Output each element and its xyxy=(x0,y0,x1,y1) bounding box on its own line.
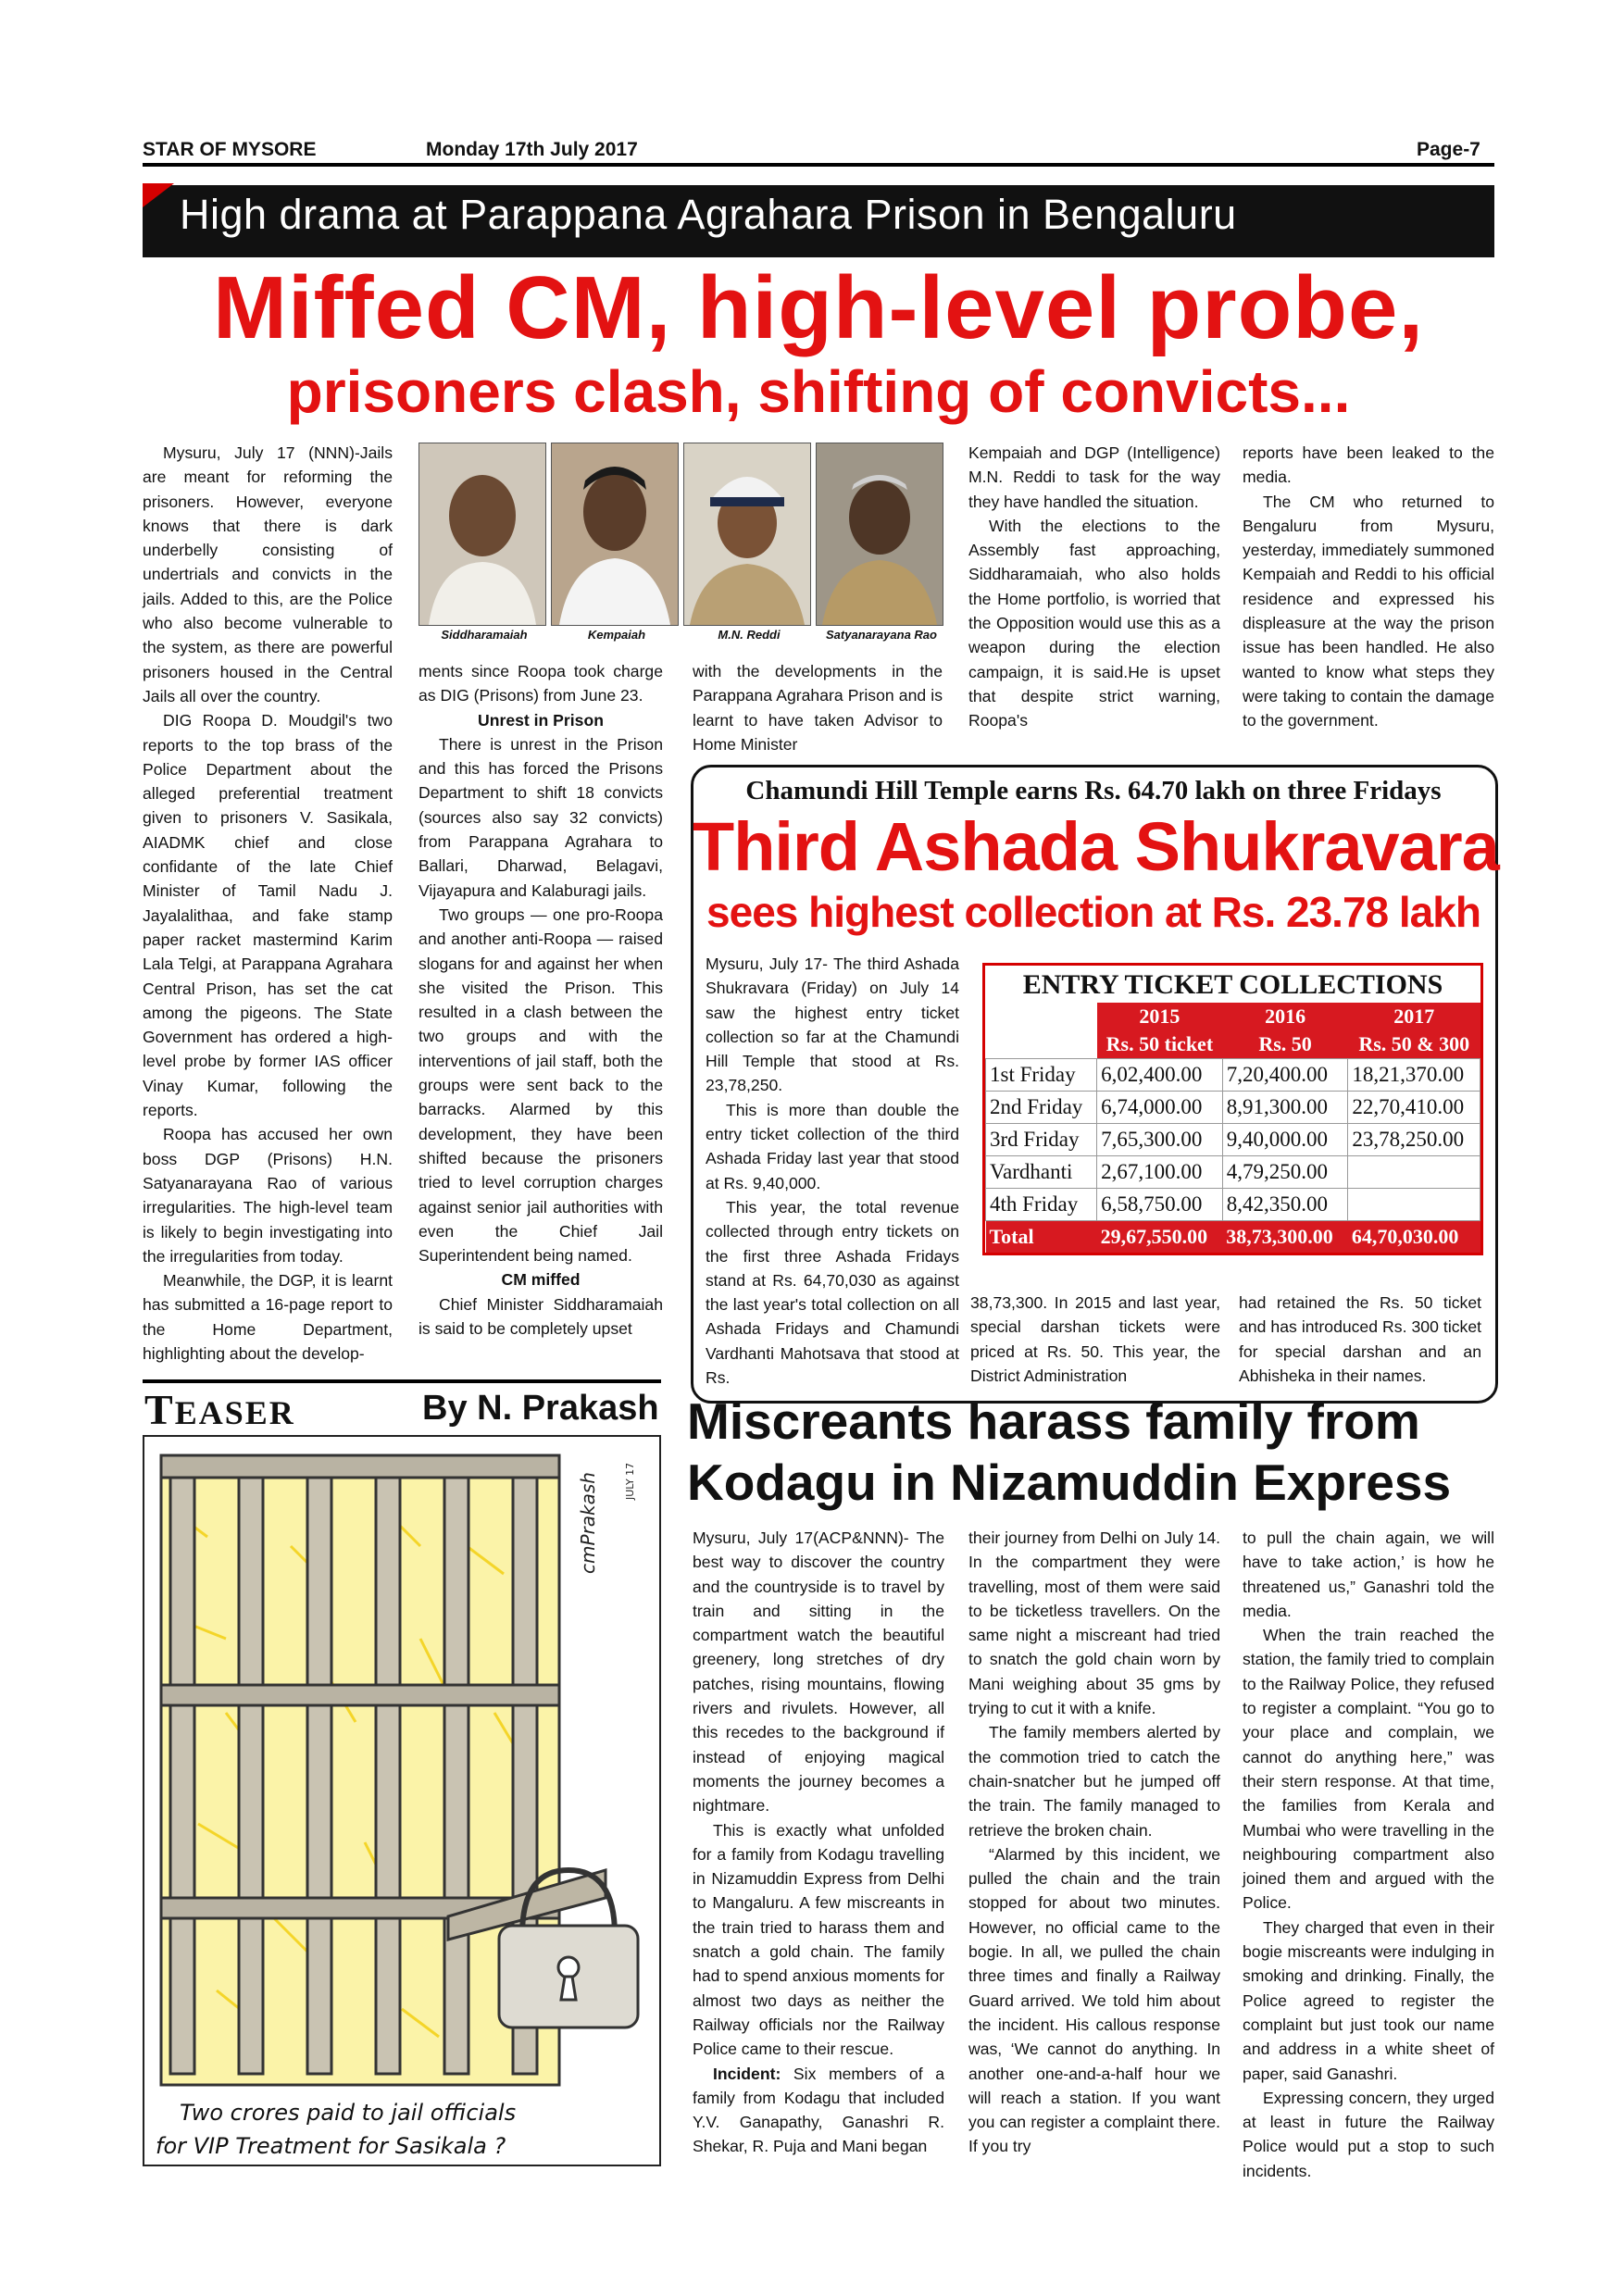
collections-table xyxy=(985,1003,1480,1253)
paragraph: 38,73,300. In 2015 and last year, special darshan tickets were priced at Rs. 50. This year, the District Administration xyxy=(970,1293,1220,1385)
lead-headline-1: Miffed CM, high-level probe, xyxy=(212,258,1424,357)
table-cell: 6,58,750.00 xyxy=(1097,1189,1223,1221)
photo-strip xyxy=(418,443,944,643)
paragraph: With the elections to the Assembly fast approaching, Siddharamaiah, who also holds the Home portfolio, is worried that the Opposition would use this as a weapon during the election campaign, it is said.He is upset that despite strict warning, Roopa's xyxy=(968,516,1220,730)
temple-column-1 xyxy=(706,952,959,1390)
table-header: Rs. 50 ticket xyxy=(1097,1030,1223,1059)
table-cell: 18,21,370.00 xyxy=(1348,1059,1480,1092)
row-label: Vardhanti xyxy=(986,1156,1097,1189)
teaser-title-initial: T xyxy=(144,1386,175,1433)
entry-ticket-table xyxy=(982,963,1483,1255)
kicker-corner xyxy=(143,183,174,207)
paragraph: Meanwhile, the DGP, it is learnt has submitted a 16-page report to the Home Department, highlighting about the develop- xyxy=(143,1271,393,1363)
total-cell: 38,73,300.00 xyxy=(1222,1221,1348,1254)
portrait-figure-icon xyxy=(817,443,943,625)
paragraph: with the developments in the Parappana Agrahara Prison and is learnt to have taken Advisor to Home Minister xyxy=(693,662,943,754)
table-corner xyxy=(986,1030,1097,1059)
table-cell: 6,74,000.00 xyxy=(1097,1092,1223,1124)
photo-mn-reddi xyxy=(683,443,811,626)
table-cell: 23,78,250.00 xyxy=(1348,1124,1480,1156)
paragraph: The family members alerted by the commotion tried to catch the chain-snatcher but he jumped off the train. The family managed to retrieve the broken chain. xyxy=(968,1723,1220,1840)
table-row xyxy=(986,1124,1480,1156)
paragraph: DIG Roopa D. Moudgil's two reports to the top brass of the Police Department about the alleged preferential treatment given to prisoners V. Sasikala, AIADMK chief and close confidante of the late Chief Minister of Tamil Nadu J. Jayalalithaa, and fake stamp paper racket mastermind Karim Lala Telgi, at Parappana Agrahara Central Prison, has set the cat among the pigeons. The State Government has ordered a high-level probe by former IAS officer Vinay Kumar, following the reports. xyxy=(143,711,393,1120)
paragraph: Expressing concern, they urged at least in future the Railway Police would put a stop to such incidents. xyxy=(1243,2088,1494,2180)
paragraph: This is more than double the entry ticket collection of the third Ashada Friday last year that stood at Rs. 9,40,000. xyxy=(706,1100,959,1192)
paragraph: reports have been leaked to the media. xyxy=(1243,443,1494,487)
total-label: Total xyxy=(986,1221,1097,1254)
paragraph: Mysuru, July 17- The third Ashada Shukravara (Friday) on July 14 saw the highest entry ticket collection so far at the Chamundi Hill Temple that stood at Rs. 23,78,250. xyxy=(706,955,959,1095)
total-cell: 64,70,030.00 xyxy=(1348,1221,1480,1254)
paragraph: Roopa has accused her own boss DGP (Prisons) H.N. Satyanarayana Rao of various irregularities. The high-level team is likely to begin investigating into the irregularities from today. xyxy=(143,1125,393,1266)
table-cell: 4,79,250.00 xyxy=(1222,1156,1348,1189)
paragraph xyxy=(693,2062,944,2159)
table-row-prices xyxy=(986,1030,1480,1059)
subheading: CM miffed xyxy=(501,1270,581,1290)
teaser-byline: By N. Prakash xyxy=(422,1389,659,1428)
row-label: 1st Friday xyxy=(986,1059,1097,1092)
paragraph: They charged that even in their bogie miscreants were indulging in smoking and drinking. Finally, the Police agreed to register the complaint but just took our name and address in a white sheet of paper, said Ganashri. xyxy=(1243,1917,1494,2083)
teaser-title xyxy=(144,1385,295,1434)
caption: Satyanarayana Rao xyxy=(826,628,937,642)
table-cell: 6,02,400.00 xyxy=(1097,1059,1223,1092)
paragraph: Mysuru, July 17 (NNN)-Jails are meant for reforming the prisoners. However, everyone knows that there is dark underbelly consisting of undertrials and convicts in the jails. Added to this, are the Police who also become vulnerable to the system, as there are powerful prisoners housed in the Central Jails all over the country. xyxy=(143,443,393,705)
table-cell xyxy=(1348,1156,1480,1189)
table-cell: 7,20,400.00 xyxy=(1222,1059,1348,1092)
paragraph: to pull the chain again, we will have to take action,’ is how he threatened us,” Ganashri told the media. xyxy=(1243,1529,1494,1620)
paragraph: Chief Minister Siddharamaiah is said to be completely upset xyxy=(418,1294,663,1339)
table-corner xyxy=(986,1003,1097,1030)
lead-column-1 xyxy=(143,441,393,1366)
temple-headline-2: sees highest collection at Rs. 23.78 lakh xyxy=(706,888,1480,936)
paragraph: This year, the total revenue collected through entry tickets on the first three Ashada Fridays stand at Rs. 64,70,030 as against the last year's total collection on all Ashada Fridays and Chamundi Vardhanti Mahotsava that stood at Rs. xyxy=(706,1197,959,1388)
photo-satyanarayana-rao xyxy=(816,443,943,626)
paragraph: “Alarmed by this incident, we pulled the chain and the train stopped for about two minutes. However, no official came to the bogie. In all, we pulled the chain three times and finally a Railway Guard arrived. We told him about the incident. His callous response was, ‘We cannot do anything. In another one-and-a-half hour we will reach a station. If you want you can register a complaint there. If you try xyxy=(968,1844,1220,2156)
table-cell: 22,70,410.00 xyxy=(1348,1092,1480,1124)
photo-kempaiah xyxy=(551,443,679,626)
paragraph: their journey from Delhi on July 14. In the compartment they were travelling, most of them were said to be ticketless travellers. On the same night a miscreant had tried to snatch the gold chain worn by Mani weighing about 35 gms by trying to cut it with a knife. xyxy=(968,1529,1220,1718)
table-header: 2017 xyxy=(1348,1003,1480,1030)
subheading: Unrest in Prison xyxy=(478,710,604,730)
table-cell xyxy=(1348,1189,1480,1221)
table-row xyxy=(986,1156,1480,1189)
masthead-rule xyxy=(143,163,1494,167)
temple-column-2 xyxy=(970,1291,1220,1388)
table-row xyxy=(986,1092,1480,1124)
train-column-3 xyxy=(1243,1526,1494,2183)
train-column-1 xyxy=(693,1526,944,2159)
lead-column-5 xyxy=(1243,441,1494,733)
portrait-figure-icon xyxy=(419,443,545,625)
table-row-total xyxy=(986,1221,1480,1254)
paragraph: Kempaiah and DGP (Intelligence) M.N. Reddi to task for the way they have handled the situation. xyxy=(968,443,1220,511)
jail-cartoon xyxy=(143,1435,661,2166)
total-cell: 29,67,550.00 xyxy=(1097,1221,1223,1254)
portrait-figure-icon xyxy=(684,443,810,625)
table-row-years xyxy=(986,1003,1480,1030)
paragraph: The CM who returned to Bengaluru from Mysuru, yesterday, immediately summoned Kempaiah and Reddi to his official residence and expressed his displeasure at the way the prison issue has been handled. He also wanted to know what steps they were taking to contain the damage to the government. xyxy=(1243,492,1494,730)
table-row xyxy=(986,1059,1480,1092)
lead-kicker: High drama at Parappana Agrahara Prison in Bengaluru xyxy=(180,191,1237,238)
lead-headline-2: prisoners clash, shifting of convicts... xyxy=(286,358,1351,425)
cartoon-signature: cmPrakash xyxy=(577,1472,599,1574)
table-row xyxy=(986,1189,1480,1221)
incident-label: Incident: xyxy=(713,2064,781,2083)
paper-name: STAR OF MYSORE xyxy=(143,139,317,160)
cartoon-date: JULY 17 xyxy=(624,1462,636,1500)
paragraph: had retained the Rs. 50 ticket and has introduced Rs. 300 ticket for special darshan and an Abhisheka in their names. xyxy=(1239,1293,1481,1385)
temple-headline-1: Third Ashada Shukravara xyxy=(693,808,1499,885)
paragraph: This is exactly what unfolded for a family from Kodagu travelling in Nizamuddin Express from Delhi to Mangaluru. A few miscreants in the train tried to harass them and snatch a gold chain. The family had to spend anxious moments for almost two days as neither the Railway officials nor the Railway Police came to their rescue. xyxy=(693,1820,944,2059)
caption: Siddharamaiah xyxy=(441,628,528,642)
paragraph: When the train reached the station, the family tried to complain to the Railway Police, they refused to register a complaint. “You go to your place and complain, we cannot do anything here,” was their stern response. At that time, the families from Kerala and Mumbai who were travelling in the neighbouring compartment also joined them and argued with the Police. xyxy=(1243,1626,1494,1913)
teaser-title-rest: EASER xyxy=(174,1394,295,1431)
table-header: 2015 xyxy=(1097,1003,1223,1030)
table-cell: 8,91,300.00 xyxy=(1222,1092,1348,1124)
table-cell: 2,67,100.00 xyxy=(1097,1156,1223,1189)
temple-kicker: Chamundi Hill Temple earns Rs. 64.70 lakh on three Fridays xyxy=(745,776,1442,805)
incident-text: Six members of a family from Kodagu that included Y.V. Ganapathy, Ganashri R. Shekar, R. Puja and Mani began xyxy=(693,2064,944,2156)
row-label: 2nd Friday xyxy=(986,1092,1097,1124)
cartoon-caption-1: Two crores paid to jail officials xyxy=(180,2100,517,2126)
paragraph: Mysuru, July 17(ACP&NNN)- The best way to discover the country and the countryside is to travel by train and sitting in the compartment watch the beautiful greenery, long stretches of dry patches, rising mountains, flowing rivers and rivulets. However, all this recedes to the background if instead of enjoying magical moments the journey becomes a nightmare. xyxy=(693,1529,944,1816)
table-cell: 8,42,350.00 xyxy=(1222,1189,1348,1221)
train-story-headline: Miscreants harass family from Kodagu in Nizamuddin Express xyxy=(687,1392,1452,1511)
paragraph: There is unrest in the Prison and this has forced the Prisons Department to shift 18 convicts (sources also say 32 convicts) from Parappana Agrahara to Ballari, Dharwad, Belagavi, Vijayapura and Kalaburagi jails. xyxy=(418,734,663,900)
table-cell: 7,65,300.00 xyxy=(1097,1124,1223,1156)
table-cell: 9,40,000.00 xyxy=(1222,1124,1348,1156)
temple-column-3 xyxy=(1239,1291,1481,1388)
caption: Kempaiah xyxy=(587,628,646,642)
row-label: 4th Friday xyxy=(986,1189,1097,1221)
lead-column-4 xyxy=(968,441,1220,733)
paragraph: ments since Roopa took charge as DIG (Prisons) from June 23. xyxy=(418,662,663,705)
table-header: Rs. 50 xyxy=(1222,1030,1348,1059)
train-column-2 xyxy=(968,1526,1220,2159)
lead-column-2 xyxy=(418,659,663,1341)
photo-siddharamaiah xyxy=(418,443,546,626)
table-title: ENTRY TICKET COLLECTIONS xyxy=(1022,969,1443,1000)
row-label: 3rd Friday xyxy=(986,1124,1097,1156)
caption: M.N. Reddi xyxy=(718,628,781,642)
portrait-figure-icon xyxy=(552,443,678,625)
table-header: Rs. 50 & 300 xyxy=(1348,1030,1480,1059)
teaser-rule xyxy=(143,1379,661,1383)
page-number: Page-7 xyxy=(1417,139,1480,160)
table-header: 2016 xyxy=(1222,1003,1348,1030)
paragraph: Two groups — one pro-Roopa and another anti-Roopa — raised slogans for and against her when she visited the Prison. This resulted in a clash between the two groups and with the interventions of jail staff, both the groups were sent back to the barracks. Alarmed by this development, they have been shifted because the prisoners tried to level corruption charges against senior jail authorities with even the Chief Jail Superintendent being named. xyxy=(418,905,663,1266)
issue-date: Monday 17th July 2017 xyxy=(426,139,638,160)
lead-column-3 xyxy=(693,659,943,756)
cartoon-caption-2: for VIP Treatment for Sasikala ? xyxy=(156,2133,506,2159)
